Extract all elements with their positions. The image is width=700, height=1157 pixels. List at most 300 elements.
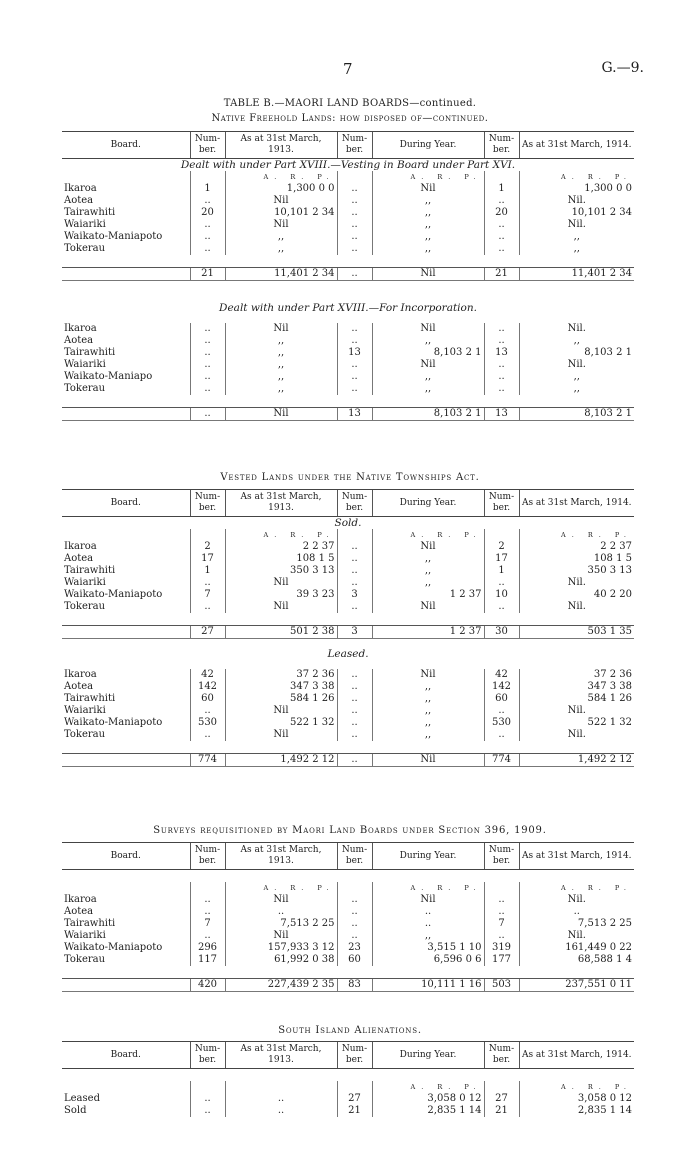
cell-value: 20 bbox=[484, 207, 519, 219]
cell-value: 40 2 20 bbox=[519, 589, 634, 601]
total-row bbox=[62, 626, 634, 639]
cell-value: .. bbox=[337, 906, 372, 918]
cell-value: 3 bbox=[337, 589, 372, 601]
cell-value: .. bbox=[190, 371, 225, 383]
cell-value: 1,300 0 0 bbox=[225, 183, 337, 195]
column-header: During Year. bbox=[372, 490, 484, 517]
cell-value: 13 bbox=[484, 408, 519, 421]
units-row bbox=[62, 1081, 634, 1093]
surveys-title: Surveys requisitioned by Maori Land Boards under Section 396, 1909. bbox=[153, 825, 547, 836]
table-row bbox=[62, 359, 634, 371]
column-header: As at 31st March, 1914. bbox=[519, 843, 634, 870]
units-cell bbox=[62, 882, 190, 894]
table-row bbox=[62, 323, 634, 335]
table-row bbox=[62, 954, 634, 966]
table-row bbox=[62, 717, 634, 729]
cell-value: 108 1 5 bbox=[225, 553, 337, 565]
table-row bbox=[62, 371, 634, 383]
cell-value: Nil bbox=[372, 894, 484, 906]
cell-value: ,, bbox=[519, 383, 634, 395]
board-name: Waikato-Maniapoto bbox=[64, 717, 163, 728]
units-cell bbox=[190, 1081, 225, 1093]
table-row bbox=[62, 930, 634, 942]
units-label: A. R. P. bbox=[372, 882, 484, 894]
cell-value: Nil. bbox=[519, 729, 634, 741]
cell-value: .. bbox=[484, 383, 519, 395]
column-header: Num-ber. bbox=[190, 1042, 225, 1069]
cell-value: .. bbox=[190, 231, 225, 243]
units-label: A. R. P. bbox=[225, 882, 337, 894]
total-row bbox=[62, 754, 634, 767]
column-header: Num-ber. bbox=[484, 843, 519, 870]
column-header: As at 31st March, 1914. bbox=[519, 490, 634, 517]
south-island-table bbox=[62, 1041, 634, 1117]
column-header: Num-ber. bbox=[484, 490, 519, 517]
total-label-cell bbox=[62, 626, 190, 639]
board-name: Tokerau bbox=[64, 383, 106, 394]
cell-value: 522 1 32 bbox=[519, 717, 634, 729]
cell-value: Nil bbox=[372, 183, 484, 195]
cell-value: 13 bbox=[337, 408, 372, 421]
cell-value: 2,835 1 14 bbox=[372, 1105, 484, 1117]
cell-value: .. bbox=[190, 1093, 225, 1105]
cell-value: .. bbox=[484, 894, 519, 906]
cell-value: 584 1 26 bbox=[519, 693, 634, 705]
cell-value: 21 bbox=[337, 1105, 372, 1117]
cell-value: ,, bbox=[372, 195, 484, 207]
cell-value: 83 bbox=[337, 979, 372, 992]
cell-value: .. bbox=[337, 565, 372, 577]
column-header: As at 31st March, 1913. bbox=[225, 843, 337, 870]
cell-value: .. bbox=[337, 231, 372, 243]
cell-value: 1 2 37 bbox=[372, 626, 484, 639]
cell-value: .. bbox=[484, 729, 519, 741]
cell-value: .. bbox=[337, 335, 372, 347]
cell-value: .. bbox=[190, 1105, 225, 1117]
cell-value: 503 1 35 bbox=[519, 626, 634, 639]
cell-value: ,, bbox=[372, 371, 484, 383]
cell-value: 1,492 2 12 bbox=[225, 754, 337, 767]
cell-value: 503 bbox=[484, 979, 519, 992]
cell-value: 10,101 2 34 bbox=[519, 207, 634, 219]
cell-value: ,, bbox=[372, 383, 484, 395]
cell-value: .. bbox=[337, 383, 372, 395]
cell-value: Nil. bbox=[519, 219, 634, 231]
cell-value: ,, bbox=[372, 553, 484, 565]
board-name: Waiariki bbox=[64, 577, 106, 588]
table-row bbox=[62, 681, 634, 693]
units-label: A. R. P. bbox=[519, 529, 634, 541]
cell-value: 60 bbox=[190, 693, 225, 705]
cell-value: Nil bbox=[372, 669, 484, 681]
cell-value: .. bbox=[190, 383, 225, 395]
cell-value: 17 bbox=[484, 553, 519, 565]
units-label: A. R. P. bbox=[225, 171, 337, 183]
cell-value: 42 bbox=[484, 669, 519, 681]
table-row bbox=[62, 1093, 634, 1105]
cell-value: 1 2 37 bbox=[372, 589, 484, 601]
cell-value: 2 2 37 bbox=[519, 541, 634, 553]
cell-value: 177 bbox=[484, 954, 519, 966]
column-header: Num-ber. bbox=[484, 132, 519, 159]
cell-value: .. bbox=[484, 195, 519, 207]
column-header: As at 31st March, 1914. bbox=[519, 132, 634, 159]
cell-value: .. bbox=[190, 930, 225, 942]
units-cell bbox=[337, 1081, 372, 1093]
table-row bbox=[62, 195, 634, 207]
cell-value: 42 bbox=[190, 669, 225, 681]
cell-value: 13 bbox=[484, 347, 519, 359]
cell-value: ,, bbox=[225, 347, 337, 359]
section-heading: Leased. bbox=[327, 648, 369, 660]
cell-value: .. bbox=[337, 669, 372, 681]
cell-value: 20 bbox=[190, 207, 225, 219]
cell-value: 1 bbox=[190, 183, 225, 195]
column-header: Num-ber. bbox=[190, 843, 225, 870]
total-row bbox=[62, 268, 634, 281]
cell-value: .. bbox=[337, 268, 372, 281]
cell-value: .. bbox=[337, 717, 372, 729]
units-cell bbox=[484, 171, 519, 183]
cell-value: ,, bbox=[519, 371, 634, 383]
board-name: Waikato-Maniapoto bbox=[64, 231, 163, 242]
board-name: Ikaroa bbox=[64, 894, 97, 905]
cell-value: 17 bbox=[190, 553, 225, 565]
cell-value: Nil bbox=[372, 268, 484, 281]
cell-value: 7 bbox=[190, 589, 225, 601]
total-label-cell bbox=[62, 268, 190, 281]
cell-value: ,, bbox=[372, 693, 484, 705]
cell-value: 237,551 0 11 bbox=[519, 979, 634, 992]
table-row bbox=[62, 183, 634, 195]
cell-value: .. bbox=[337, 601, 372, 613]
cell-value: .. bbox=[190, 705, 225, 717]
cell-value: .. bbox=[190, 601, 225, 613]
board-name: Aotea bbox=[64, 681, 94, 692]
page-reference: G.—9. bbox=[601, 60, 644, 76]
cell-value: 347 3 38 bbox=[225, 681, 337, 693]
cell-value: 530 bbox=[484, 717, 519, 729]
board-name: Ikaroa bbox=[64, 183, 97, 194]
column-header: Num-ber. bbox=[337, 1042, 372, 1069]
cell-value: 530 bbox=[190, 717, 225, 729]
cell-value: .. bbox=[337, 359, 372, 371]
cell-value: 501 2 38 bbox=[225, 626, 337, 639]
table-row bbox=[62, 565, 634, 577]
cell-value: 7 bbox=[190, 918, 225, 930]
cell-value: .. bbox=[484, 323, 519, 335]
cell-value: Nil bbox=[225, 577, 337, 589]
board-name: Waiariki bbox=[64, 930, 106, 941]
board-name: Waikato-Maniapoto bbox=[64, 942, 163, 953]
column-header: Num-ber. bbox=[190, 132, 225, 159]
units-cell bbox=[337, 529, 372, 541]
cell-value: Nil. bbox=[519, 359, 634, 371]
cell-value: 8,103 2 1 bbox=[519, 408, 634, 421]
cell-value: 37 2 36 bbox=[519, 669, 634, 681]
units-label: A. R. P. bbox=[519, 1081, 634, 1093]
table-row bbox=[62, 693, 634, 705]
board-header: Board. bbox=[62, 490, 190, 517]
table-row bbox=[62, 589, 634, 601]
column-header: Num-ber. bbox=[190, 490, 225, 517]
cell-value: ,, bbox=[372, 729, 484, 741]
cell-value: ,, bbox=[225, 383, 337, 395]
section-heading: Sold. bbox=[334, 517, 362, 529]
board-header: Board. bbox=[62, 132, 190, 159]
cell-value: 21 bbox=[484, 1105, 519, 1117]
cell-value: 522 1 32 bbox=[225, 717, 337, 729]
units-cell bbox=[337, 171, 372, 183]
units-cell bbox=[190, 882, 225, 894]
section-heading: Dealt with under Part XVIII.—For Incorporation. bbox=[219, 302, 477, 314]
cell-value: 21 bbox=[484, 268, 519, 281]
cell-value: 37 2 36 bbox=[225, 669, 337, 681]
board-name: Tokerau bbox=[64, 729, 106, 740]
cell-value: .. bbox=[190, 894, 225, 906]
cell-value: Nil bbox=[225, 705, 337, 717]
total-label-cell bbox=[62, 754, 190, 767]
column-header: Num-ber. bbox=[484, 1042, 519, 1069]
table-row bbox=[62, 243, 634, 255]
cell-value: .. bbox=[190, 408, 225, 421]
cell-value: 7 bbox=[484, 918, 519, 930]
cell-value: .. bbox=[190, 335, 225, 347]
board-name: Tokerau bbox=[64, 954, 106, 965]
cell-value: 10,101 2 34 bbox=[225, 207, 337, 219]
cell-value: 1 bbox=[190, 565, 225, 577]
column-header: During Year. bbox=[372, 1042, 484, 1069]
column-header: As at 31st March, 1913. bbox=[225, 1042, 337, 1069]
cell-value: .. bbox=[190, 219, 225, 231]
cell-value: .. bbox=[225, 1105, 337, 1117]
cell-value: Nil bbox=[372, 541, 484, 553]
table-row bbox=[62, 894, 634, 906]
cell-value: 117 bbox=[190, 954, 225, 966]
cell-value: .. bbox=[190, 347, 225, 359]
cell-value: 347 3 38 bbox=[519, 681, 634, 693]
cell-value: ,, bbox=[225, 335, 337, 347]
units-cell bbox=[62, 529, 190, 541]
units-cell bbox=[225, 1081, 337, 1093]
cell-value: Nil bbox=[372, 323, 484, 335]
units-row bbox=[62, 171, 634, 183]
cell-value: 7,513 2 25 bbox=[225, 918, 337, 930]
cell-value: ,, bbox=[225, 359, 337, 371]
cell-value: 774 bbox=[190, 754, 225, 767]
cell-value: 584 1 26 bbox=[225, 693, 337, 705]
cell-value: .. bbox=[337, 323, 372, 335]
cell-value: .. bbox=[484, 601, 519, 613]
column-header: Num-ber. bbox=[337, 843, 372, 870]
cell-value: 108 1 5 bbox=[519, 553, 634, 565]
units-label: A. R. P. bbox=[519, 882, 634, 894]
header-row bbox=[62, 1042, 634, 1069]
board-name: Tairawhiti bbox=[64, 918, 116, 929]
cell-value: 350 3 13 bbox=[519, 565, 634, 577]
table-row bbox=[62, 1105, 634, 1117]
board-header: Board. bbox=[62, 1042, 190, 1069]
cell-value: 420 bbox=[190, 979, 225, 992]
cell-value: 39 3 23 bbox=[225, 589, 337, 601]
units-cell bbox=[62, 1081, 190, 1093]
units-row bbox=[62, 529, 634, 541]
cell-value: ,, bbox=[372, 565, 484, 577]
cell-value: 10 bbox=[484, 589, 519, 601]
cell-value: ,, bbox=[519, 231, 634, 243]
table-row bbox=[62, 577, 634, 589]
cell-value: .. bbox=[337, 207, 372, 219]
cell-value: Nil. bbox=[519, 705, 634, 717]
table-subtitle: Native Freehold Lands: how disposed of—continued. bbox=[211, 113, 489, 124]
section-heading: Dealt with under Part XVIII.—Vesting in Board under Part XVI. bbox=[180, 159, 516, 171]
board-name: Tairawhiti bbox=[64, 207, 116, 218]
table-row bbox=[62, 541, 634, 553]
cell-value: ,, bbox=[225, 371, 337, 383]
cell-value: 227,439 2 35 bbox=[225, 979, 337, 992]
table-row bbox=[62, 347, 634, 359]
cell-value: 1 bbox=[484, 565, 519, 577]
cell-value: 157,933 3 12 bbox=[225, 942, 337, 954]
column-header: As at 31st March, 1913. bbox=[225, 490, 337, 517]
cell-value: Nil bbox=[225, 219, 337, 231]
units-cell bbox=[190, 171, 225, 183]
cell-value: Nil bbox=[372, 359, 484, 371]
units-cell bbox=[484, 529, 519, 541]
table-row bbox=[62, 729, 634, 741]
table-row bbox=[62, 918, 634, 930]
cell-value: .. bbox=[372, 906, 484, 918]
cell-value: Nil bbox=[225, 729, 337, 741]
cell-value: ,, bbox=[372, 717, 484, 729]
units-cell bbox=[337, 882, 372, 894]
units-label: A. R. P. bbox=[519, 171, 634, 183]
cell-value: .. bbox=[225, 906, 337, 918]
cell-value: .. bbox=[484, 359, 519, 371]
board-name: Aotea bbox=[64, 553, 94, 564]
cell-value: ,, bbox=[372, 243, 484, 255]
cell-value: 10,111 1 16 bbox=[372, 979, 484, 992]
cell-value: .. bbox=[190, 359, 225, 371]
board-name: Sold bbox=[64, 1105, 87, 1116]
cell-value: .. bbox=[484, 219, 519, 231]
cell-value: .. bbox=[337, 894, 372, 906]
cell-value: 60 bbox=[337, 954, 372, 966]
cell-value: .. bbox=[337, 930, 372, 942]
cell-value: 2 2 37 bbox=[225, 541, 337, 553]
cell-value: Nil. bbox=[519, 601, 634, 613]
header-row bbox=[62, 843, 634, 870]
cell-value: 8,103 2 1 bbox=[519, 347, 634, 359]
board-name: Tokerau bbox=[64, 601, 106, 612]
cell-value: Nil bbox=[225, 408, 337, 421]
column-header: Num-ber. bbox=[337, 132, 372, 159]
cell-value: 27 bbox=[337, 1093, 372, 1105]
cell-value: 7,513 2 25 bbox=[519, 918, 634, 930]
cell-value: 13 bbox=[337, 347, 372, 359]
column-header: As at 31st March, 1913. bbox=[225, 132, 337, 159]
units-label: A. R. P. bbox=[372, 171, 484, 183]
south-island-title: South Island Alienations. bbox=[278, 1025, 422, 1036]
cell-value: .. bbox=[484, 243, 519, 255]
cell-value: 2,835 1 14 bbox=[519, 1105, 634, 1117]
cell-value: ,, bbox=[372, 207, 484, 219]
vested-table bbox=[62, 489, 634, 767]
cell-value: ,, bbox=[372, 930, 484, 942]
table-row bbox=[62, 219, 634, 231]
table-row bbox=[62, 942, 634, 954]
cell-value: ,, bbox=[519, 335, 634, 347]
board-name: Ikaroa bbox=[64, 323, 97, 334]
cell-value: 774 bbox=[484, 754, 519, 767]
cell-value: 3,058 0 12 bbox=[519, 1093, 634, 1105]
board-name: Waiariki bbox=[64, 359, 106, 370]
board-name: Ikaroa bbox=[64, 669, 97, 680]
cell-value: .. bbox=[519, 906, 634, 918]
board-name: Waiariki bbox=[64, 219, 106, 230]
column-header: As at 31st March, 1914. bbox=[519, 1042, 634, 1069]
cell-value: .. bbox=[484, 906, 519, 918]
cell-value: .. bbox=[337, 219, 372, 231]
board-name: Waikato-Maniapoto bbox=[64, 589, 163, 600]
board-name: Leased bbox=[64, 1093, 100, 1104]
header-row bbox=[62, 490, 634, 517]
cell-value: .. bbox=[337, 577, 372, 589]
cell-value: 142 bbox=[190, 681, 225, 693]
board-header: Board. bbox=[62, 843, 190, 870]
total-label-cell bbox=[62, 408, 190, 421]
column-header: During Year. bbox=[372, 132, 484, 159]
cell-value: .. bbox=[190, 195, 225, 207]
cell-value: .. bbox=[337, 681, 372, 693]
cell-value: 27 bbox=[484, 1093, 519, 1105]
cell-value: Nil. bbox=[519, 894, 634, 906]
table-row bbox=[62, 553, 634, 565]
cell-value: .. bbox=[190, 323, 225, 335]
cell-value: 30 bbox=[484, 626, 519, 639]
cell-value: ,, bbox=[225, 243, 337, 255]
total-row bbox=[62, 979, 634, 992]
board-name: Tairawhiti bbox=[64, 347, 116, 358]
table-row bbox=[62, 383, 634, 395]
cell-value: 1 bbox=[484, 183, 519, 195]
cell-value: 3,058 0 12 bbox=[372, 1093, 484, 1105]
cell-value: .. bbox=[225, 1093, 337, 1105]
cell-value: 21 bbox=[190, 268, 225, 281]
cell-value: Nil. bbox=[519, 195, 634, 207]
cell-value: ,, bbox=[372, 681, 484, 693]
cell-value: 2 bbox=[190, 541, 225, 553]
cell-value: 6,596 0 6 bbox=[372, 954, 484, 966]
board-name: Aotea bbox=[64, 906, 94, 917]
units-cell bbox=[484, 882, 519, 894]
cell-value: 60 bbox=[484, 693, 519, 705]
cell-value: 350 3 13 bbox=[225, 565, 337, 577]
page-header bbox=[0, 60, 700, 82]
cell-value: 61,992 0 38 bbox=[225, 954, 337, 966]
cell-value: 3 bbox=[337, 626, 372, 639]
cell-value: 8,103 2 1 bbox=[372, 408, 484, 421]
cell-value: .. bbox=[337, 705, 372, 717]
board-name: Aotea bbox=[64, 335, 94, 346]
cell-value: ,, bbox=[372, 219, 484, 231]
freehold-table bbox=[62, 131, 634, 421]
cell-value: .. bbox=[484, 371, 519, 383]
cell-value: ,, bbox=[225, 231, 337, 243]
units-label: A. R. P. bbox=[225, 529, 337, 541]
cell-value: ,, bbox=[519, 243, 634, 255]
cell-value: 27 bbox=[190, 626, 225, 639]
